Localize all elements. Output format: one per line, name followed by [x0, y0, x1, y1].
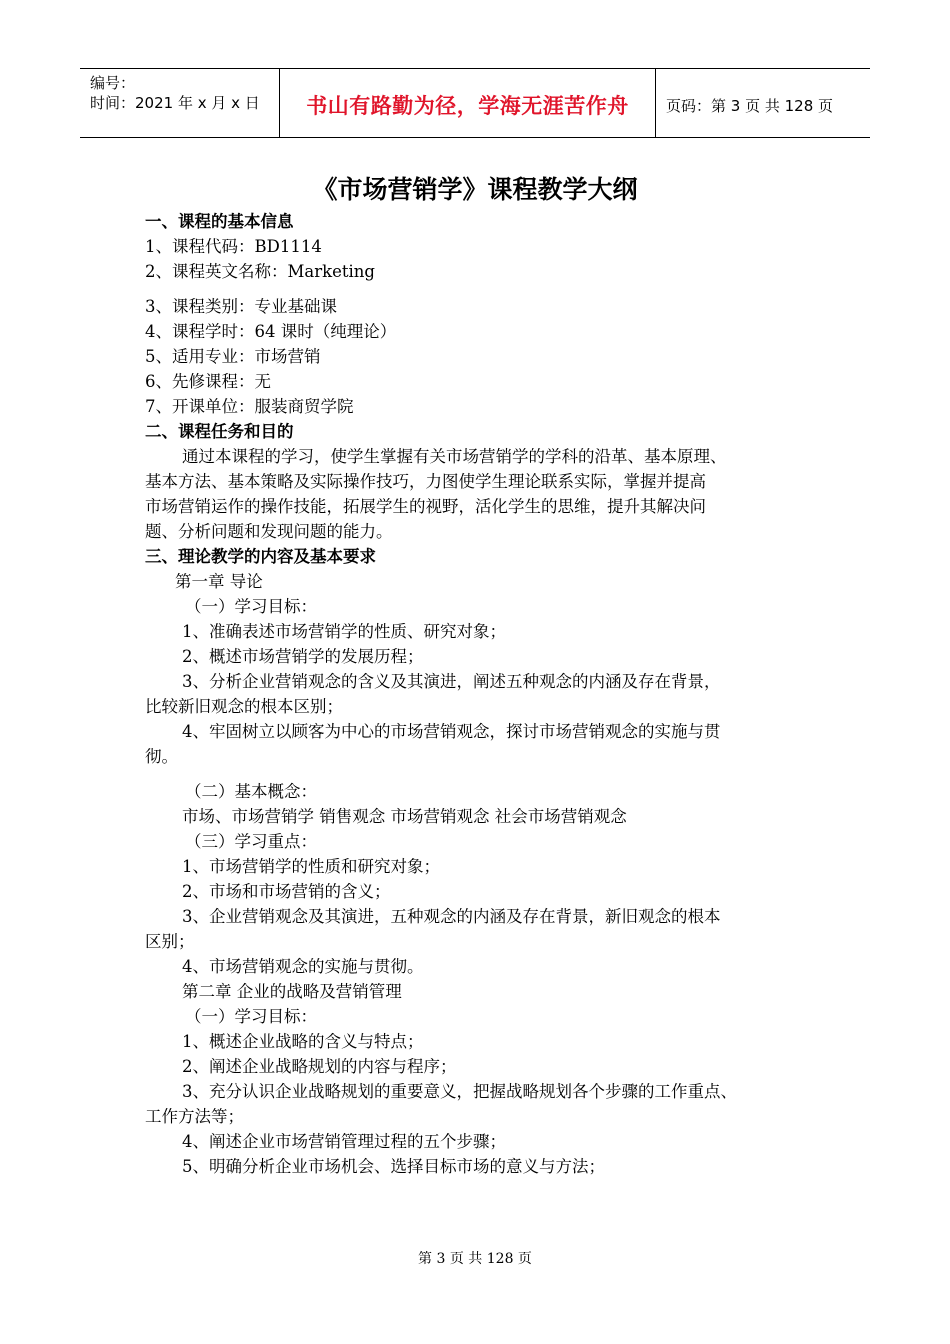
section2-para-line: 题、分析问题和发现问题的能力。	[145, 522, 393, 541]
ch1-goal: 4、牢固树立以顾客为中心的市场营销观念，探讨市场营销观念的实施与贯	[182, 722, 721, 741]
chapter2-title: 第二章 企业的战略及营销管理	[182, 982, 402, 1001]
ch1-goal-cont: 比较新旧观念的根本区别；	[145, 697, 343, 716]
ch2-goal: 1、概述企业战略的含义与特点；	[182, 1032, 424, 1051]
info-item-english-name: 2、课程英文名称：Marketing	[145, 262, 375, 281]
info-item-code: 1、课程代码：BD1114	[145, 237, 322, 256]
chapter1-title: 第一章 导论	[175, 572, 263, 591]
ch1-goal: 3、分析企业营销观念的含义及其演进，阐述五种观念的内涵及存在背景，	[182, 672, 721, 691]
section1-heading: 一、课程的基本信息	[145, 212, 294, 231]
info-item-major: 5、适用专业：市场营销	[145, 347, 321, 366]
ch1-concepts: 市场、市场营销学 销售观念 市场营销观念 社会市场营销观念	[182, 807, 627, 826]
ch1-goal-cont: 彻。	[145, 747, 178, 766]
page-header	[80, 68, 870, 138]
header-motto: 书山有路勤为径，学海无涯苦作舟	[280, 69, 656, 137]
ch2-goal: 2、阐述企业战略规划的内容与程序；	[182, 1057, 457, 1076]
ch1-focus-cont: 区别；	[145, 932, 195, 951]
ch2-goals-label: （一）学习目标：	[185, 1007, 317, 1026]
ch1-goals-label: （一）学习目标：	[185, 597, 317, 616]
section2-para-line: 市场营销运作的操作技能，拓展学生的视野，活化学生的思维，提升其解决问	[145, 497, 706, 516]
ch2-goal: 3、充分认识企业战略规划的重要意义，把握战略规划各个步骤的工作重点、	[182, 1082, 737, 1101]
document-title: 《市场营销学》课程教学大纲	[312, 175, 638, 204]
ch1-concepts-label: （二）基本概念：	[185, 782, 317, 801]
header-date: 时间：2021 年 x 月 x 日	[90, 94, 260, 112]
ch1-focus: 4、市场营销观念的实施与贯彻。	[182, 957, 424, 976]
ch1-focus-label: （三）学习重点：	[185, 832, 317, 851]
info-item-department: 7、开课单位：服装商贸学院	[145, 397, 354, 416]
section2-para-line: 基本方法、基本策略及实际操作技巧，力图使学生理论联系实际，掌握并提高	[145, 472, 706, 491]
ch2-goal: 5、明确分析企业市场机会、选择目标市场的意义与方法；	[182, 1157, 605, 1176]
document-body	[145, 209, 825, 1179]
header-meta	[80, 69, 280, 137]
info-item-hours: 4、课程学时：64 课时（纯理论）	[145, 322, 397, 341]
header-number-label: 编号：	[90, 74, 136, 92]
ch1-goal: 1、准确表述市场营销学的性质、研究对象；	[182, 622, 506, 641]
ch1-focus: 3、企业营销观念及其演进，五种观念的内涵及存在背景，新旧观念的根本	[182, 907, 721, 926]
section2-heading: 二、课程任务和目的	[145, 422, 294, 441]
page-footer: 第 3 页 共 128 页	[418, 1251, 532, 1267]
header-page-info: 页码：第 3 页 共 128 页	[666, 96, 834, 115]
info-item-prerequisite: 6、先修课程：无	[145, 372, 271, 391]
ch2-goal-cont: 工作方法等；	[145, 1107, 244, 1126]
ch2-goal: 4、阐述企业市场营销管理过程的五个步骤；	[182, 1132, 506, 1151]
section3-heading: 三、理论教学的内容及基本要求	[145, 547, 376, 566]
ch1-focus: 2、市场和市场营销的含义；	[182, 882, 391, 901]
ch1-goal: 2、概述市场营销学的发展历程；	[182, 647, 424, 666]
section2-para-line: 通过本课程的学习，使学生掌握有关市场营销学的学科的沿革、基本原理、	[182, 447, 727, 466]
ch1-focus: 1、市场营销学的性质和研究对象；	[182, 857, 440, 876]
info-item-category: 3、课程类别：专业基础课	[145, 297, 337, 316]
